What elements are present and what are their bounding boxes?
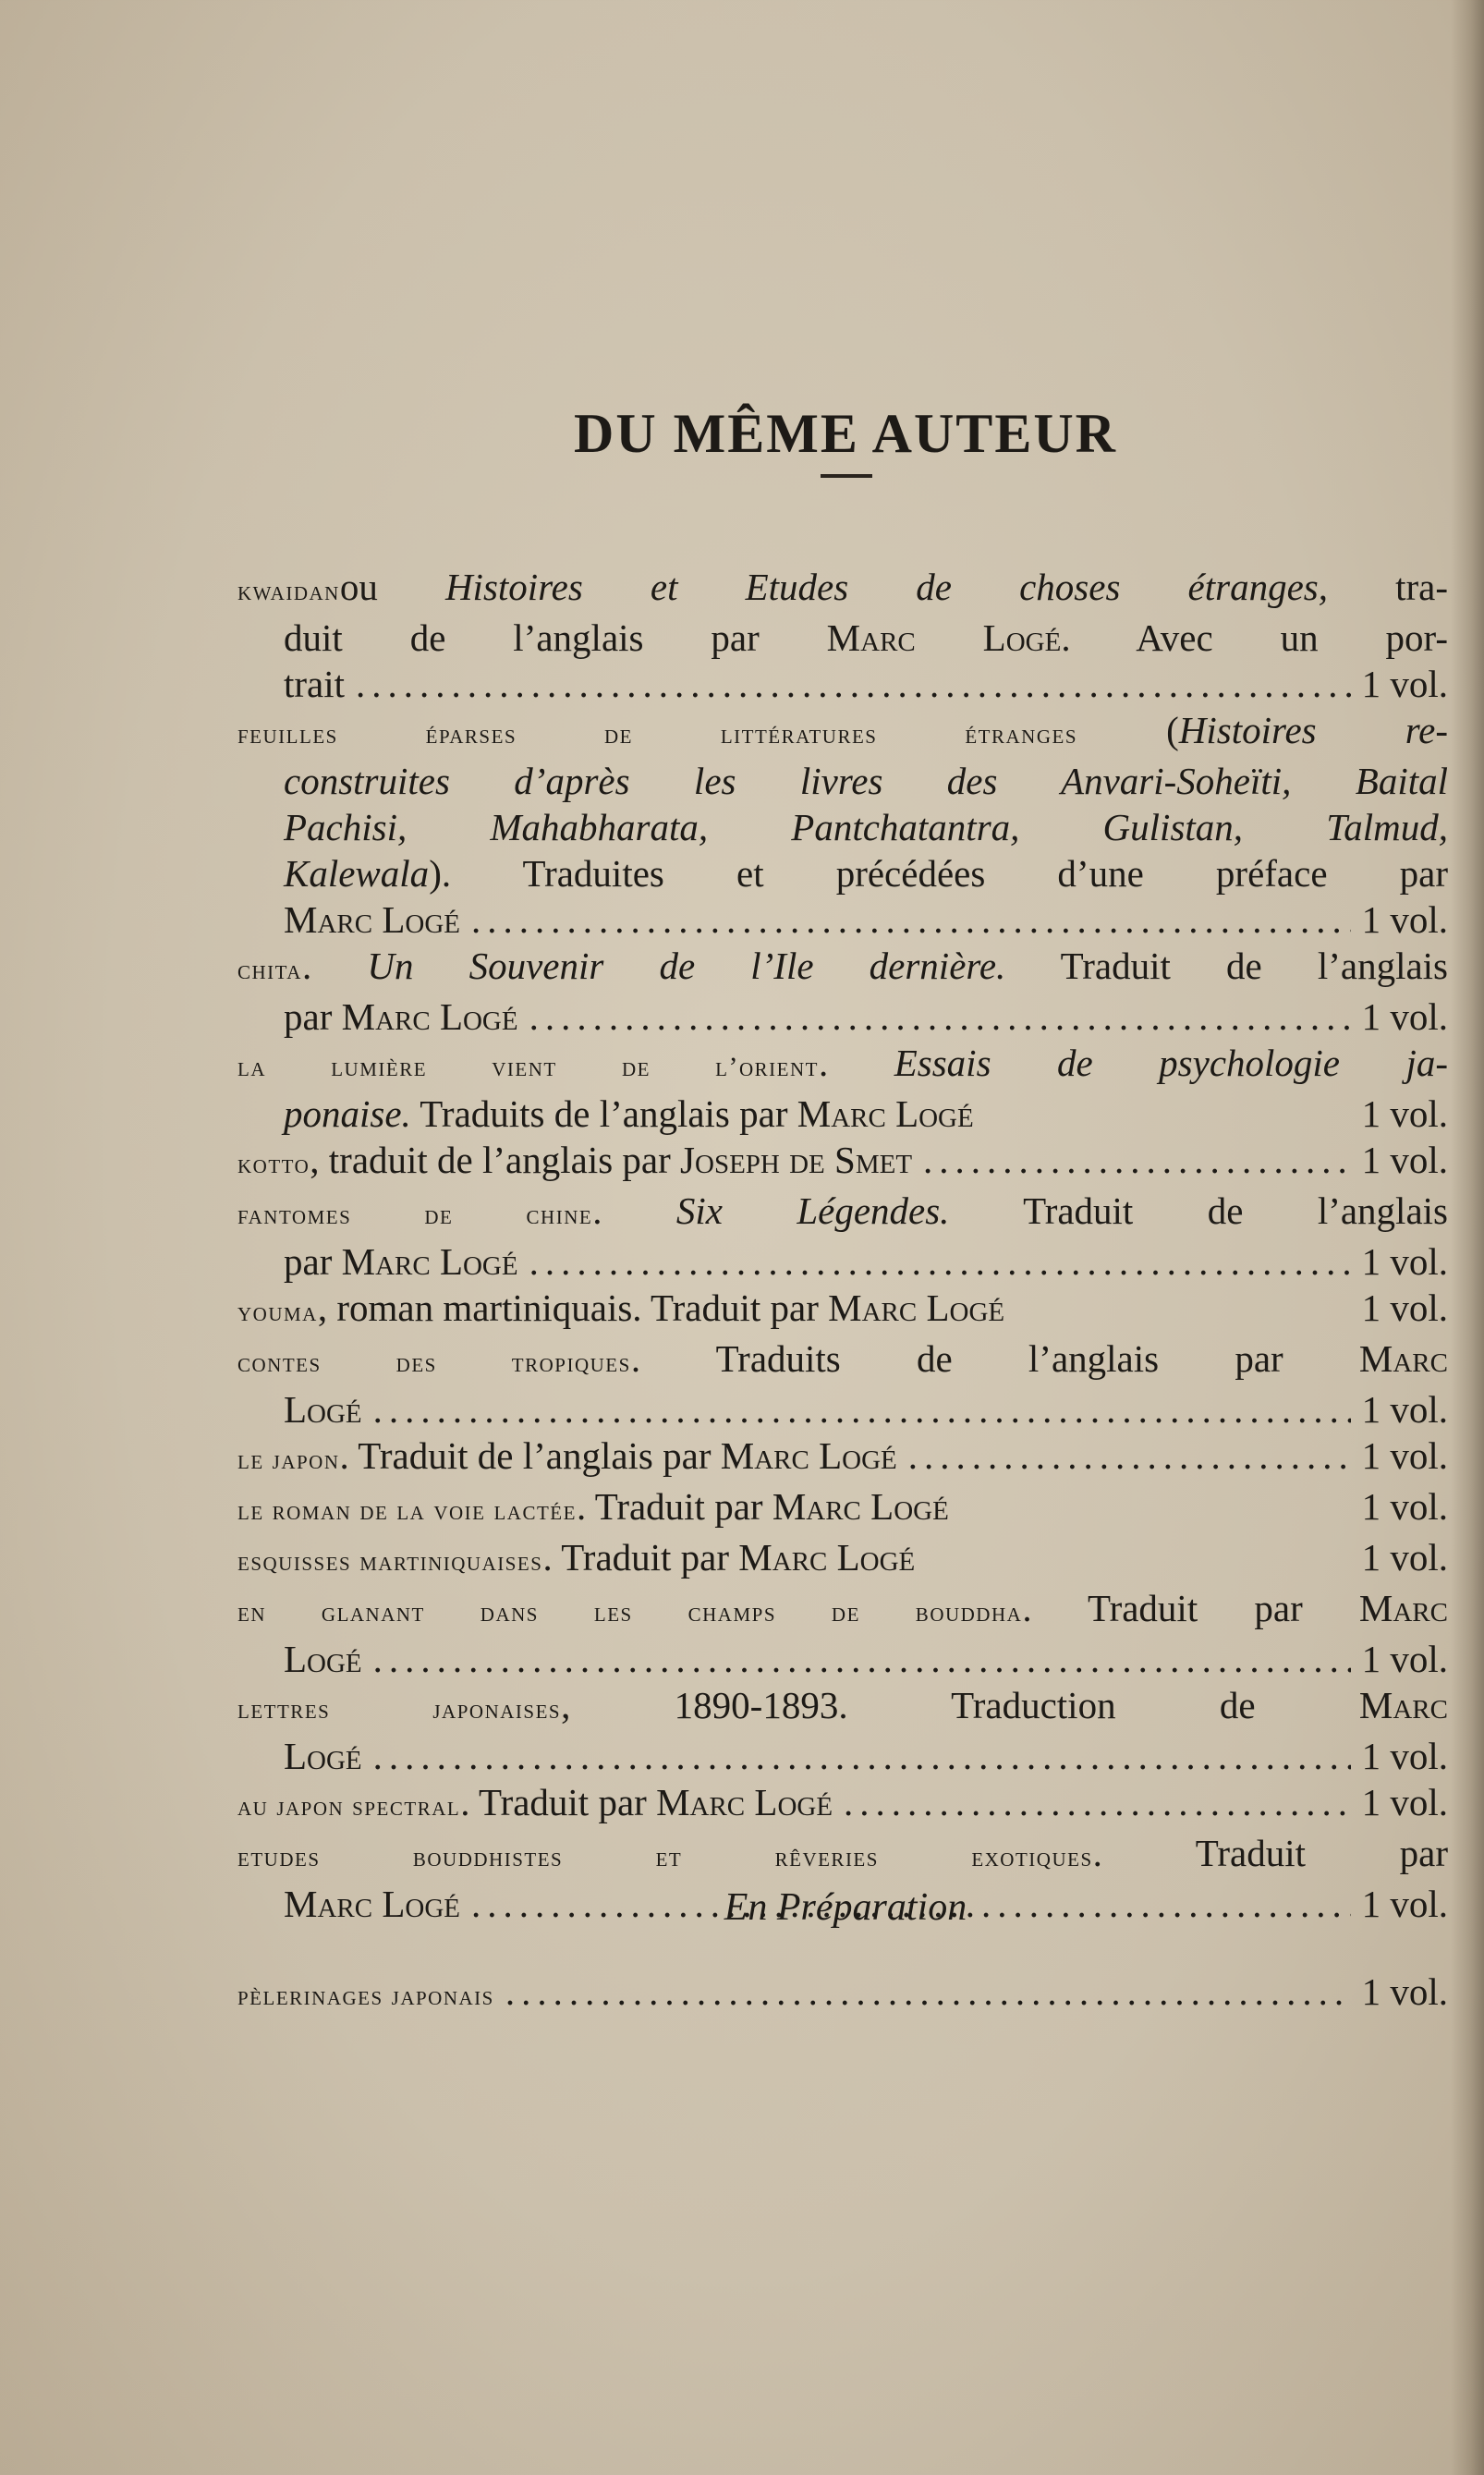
entry-line	[237, 661, 1448, 707]
bibliography-entry	[237, 1040, 1448, 1137]
entry-line	[237, 850, 1448, 896]
page-title: DU MÊME AUTEUR	[573, 403, 1117, 465]
entry-text-part: . Traduits de l’anglais par	[630, 1337, 1359, 1380]
entry-subtitle: Kalewala	[284, 852, 430, 895]
entry-text	[284, 1238, 518, 1285]
entry-text-part: Traduits de l’anglais par	[410, 1092, 797, 1135]
entry-text-part: . Traduit par	[460, 1781, 657, 1823]
entry-title: feuilles éparses de littératures étranges	[237, 719, 1077, 750]
translator-name: Marc	[1358, 1587, 1448, 1629]
volume-count: 1 vol.	[1361, 1781, 1448, 1823]
volume-count: 1 vol.	[1361, 1092, 1448, 1135]
translator-name: Marc	[1358, 1337, 1448, 1380]
translator-name: Marc	[1358, 1684, 1448, 1726]
entry-title: le roman de la voie lactée	[237, 1495, 577, 1526]
preparation-entry	[237, 1969, 1448, 2019]
entry-title: au japon spectral	[237, 1791, 461, 1822]
entry-line	[237, 1682, 1448, 1733]
bibliography-entry	[237, 1433, 1448, 1483]
entry-text	[237, 1832, 1448, 1874]
bibliography-entry	[237, 1188, 1448, 1285]
dot-leader	[529, 994, 1351, 1040]
bibliography-list	[237, 564, 1448, 1927]
dot-leader	[373, 1733, 1351, 1779]
entry-subtitle: Essais de psychologie ja-	[894, 1042, 1449, 1084]
volume-count: 1 vol.	[1361, 1970, 1448, 2013]
entry-title: en glanant dans les champs de bouddha	[237, 1597, 1023, 1628]
entry-title: contes des tropiques	[237, 1347, 631, 1378]
entry-title: la lumière vient de l’orient	[237, 1052, 819, 1082]
bibliography-entry	[237, 707, 1448, 943]
entry-text	[284, 661, 345, 707]
entry-text-part: .	[592, 1189, 676, 1232]
entry-title: kwaidan	[237, 576, 340, 606]
translator-name: Marc Logé	[341, 1240, 518, 1283]
entry-text-part: par	[284, 995, 342, 1038]
bibliography-entry	[237, 943, 1448, 1040]
entry-text-part: .	[818, 1042, 894, 1084]
entry-line	[237, 1091, 1448, 1137]
entry-text	[237, 1483, 949, 1534]
translator-name: Logé	[284, 1735, 362, 1777]
volume-count: 1 vol.	[1361, 1536, 1448, 1579]
entry-text	[237, 709, 1448, 751]
entry-line	[237, 1636, 1448, 1682]
translator-name: Marc Logé	[341, 995, 518, 1038]
entry-text	[237, 566, 1448, 608]
entry-text-part: .	[301, 945, 368, 987]
translator-name: Logé	[284, 1388, 362, 1431]
entry-text	[284, 616, 1448, 659]
dot-leader	[923, 1137, 1351, 1183]
volume-count: 1 vol.	[1361, 898, 1448, 941]
volume-count: 1 vol.	[1361, 1388, 1448, 1431]
entry-subtitle: Un Souvenir de l’Ile dernière.	[367, 945, 1006, 987]
entry-text-part: par	[284, 1240, 342, 1283]
entry-line	[237, 615, 1448, 661]
translator-name: Marc Logé	[656, 1781, 833, 1823]
entry-text	[284, 896, 460, 943]
entry-line	[237, 1137, 1448, 1188]
entry-text	[237, 1534, 915, 1585]
entry-title: chita	[237, 955, 302, 985]
entry-line	[237, 1483, 1448, 1534]
entry-title: etudes bouddhistes et rêveries exotiques	[237, 1842, 1093, 1872]
entry-title: esquisses martiniquaises	[237, 1546, 543, 1577]
entry-title: youma	[237, 1297, 318, 1327]
bibliography-entry	[237, 1483, 1448, 1534]
entry-line	[237, 994, 1448, 1040]
entry-text-part: . Traduit de l’anglais par	[339, 1434, 721, 1477]
entry-text	[284, 852, 1448, 895]
entry-line	[237, 1335, 1448, 1386]
entry-text-part: tra-	[1327, 566, 1448, 608]
entry-line	[237, 1433, 1448, 1483]
entry-text	[237, 1684, 1448, 1726]
bibliography-entry	[237, 1285, 1448, 1335]
translator-name: Marc Logé	[738, 1536, 916, 1579]
entry-text-part: , 1890-1893. Traduction de	[561, 1684, 1359, 1726]
entry-text	[284, 1091, 974, 1137]
entry-line	[237, 1534, 1448, 1585]
volume-count: 1 vol.	[1361, 1638, 1448, 1680]
translator-name: Marc Logé	[772, 1485, 949, 1528]
bibliography-entry	[237, 1585, 1448, 1682]
entry-line	[237, 707, 1448, 758]
entry-subtitle: Six Légendes.	[675, 1189, 950, 1232]
entry-text-part: ). Traduites et précédées d’une préface par	[429, 852, 1448, 895]
entry-line	[237, 1779, 1448, 1830]
translator-name: Marc Logé	[826, 616, 1062, 659]
entry-text-part: . Traduit par	[576, 1485, 772, 1528]
entry-title: le japon	[237, 1445, 340, 1475]
preparation-heading: En Préparation	[724, 1886, 967, 1929]
entry-title: fantomes de chine	[237, 1200, 593, 1230]
entry-text-part: . Traduit par	[1022, 1587, 1359, 1629]
entry-text-part: . Avec un por-	[1061, 616, 1449, 659]
dot-leader	[505, 1969, 1351, 2015]
entry-subtitle: ponaise.	[284, 1092, 411, 1135]
entry-text	[284, 1386, 362, 1433]
translator-name: Marc Logé	[828, 1286, 1005, 1329]
volume-count: 1 vol.	[1361, 1434, 1448, 1477]
entry-title: lettres japonaises	[237, 1694, 562, 1725]
entry-text	[237, 1189, 1448, 1232]
volume-count: 1 vol.	[1361, 1735, 1448, 1777]
entry-text	[237, 1433, 897, 1483]
page-edge-shadow	[1451, 0, 1484, 2475]
entry-line	[237, 804, 1448, 850]
entry-text-part: , traduit de l’anglais par	[310, 1139, 681, 1181]
entry-line	[237, 1188, 1448, 1238]
dot-leader	[908, 1433, 1351, 1479]
entry-text	[284, 1636, 362, 1682]
entry-text	[237, 1337, 1448, 1380]
entry-line	[237, 1830, 1448, 1881]
entry-text-part: , roman martiniquais. Traduit par	[317, 1286, 829, 1329]
entry-line	[237, 758, 1448, 804]
bibliography-entry	[237, 1534, 1448, 1585]
translator-name: Marc Logé	[720, 1434, 897, 1477]
entry-text	[284, 994, 518, 1040]
volume-count: 1 vol.	[1361, 995, 1448, 1038]
title-rule	[821, 474, 872, 478]
entry-title: kotto	[237, 1149, 310, 1179]
entry-text	[284, 806, 1448, 848]
volume-count: 1 vol.	[1361, 1139, 1448, 1181]
entry-text-part: ou	[339, 566, 445, 608]
entry-text	[237, 1587, 1448, 1629]
entry-line	[237, 1585, 1448, 1636]
dot-leader	[373, 1386, 1351, 1433]
entry-text	[237, 1137, 912, 1188]
dot-leader	[373, 1636, 1351, 1682]
entry-text-part: Traduit de l’anglais	[949, 1189, 1448, 1232]
volume-count: 1 vol.	[1361, 1485, 1448, 1528]
entry-subtitle: Pachisi, Mahabharata, Pantchatantra, Gulistan, Talmud,	[284, 806, 1448, 848]
bibliography-entry	[237, 1335, 1448, 1433]
dot-leader	[471, 896, 1351, 943]
entry-text	[284, 1733, 362, 1779]
translator-name: Marc Logé	[284, 898, 460, 941]
preparation-list	[237, 1969, 1448, 2019]
entry-text-part: Traduit de l’anglais	[1005, 945, 1448, 987]
volume-count: 1 vol.	[1361, 663, 1448, 705]
entry-text	[237, 1779, 833, 1830]
entry-text	[237, 1285, 1004, 1335]
entry-line	[237, 1285, 1448, 1335]
entry-subtitle: Histoires re-	[1178, 709, 1448, 751]
translator-name: Marc Logé	[797, 1092, 974, 1135]
entry-line	[237, 896, 1448, 943]
entry-text	[237, 1042, 1448, 1084]
entry-text-part: trait	[284, 663, 346, 705]
entry-text-part: duit de l’anglais par	[284, 616, 827, 659]
bibliography-entry	[237, 1682, 1448, 1779]
bibliography-entry	[237, 1779, 1448, 1830]
translator-name: Marc Logé	[284, 1883, 460, 1925]
entry-line	[237, 1733, 1448, 1779]
entry-line	[237, 1386, 1448, 1433]
entry-title: pèlerinages japonais	[237, 1981, 494, 2011]
entry-text-part: . Traduit par	[1092, 1832, 1448, 1874]
entry-subtitle: construites d’après les livres des Anvari-Soheïti, Baital	[284, 760, 1448, 802]
translator-name: Logé	[284, 1638, 362, 1680]
volume-count: 1 vol.	[1361, 1240, 1448, 1283]
entry-text-part: . Traduit par	[542, 1536, 739, 1579]
volume-count: 1 vol.	[1361, 1883, 1448, 1925]
entry-text	[237, 945, 1448, 987]
entry-line	[237, 564, 1448, 615]
entry-text-part: (	[1077, 709, 1179, 751]
volume-count: 1 vol.	[1361, 1286, 1448, 1329]
entry-line	[237, 1040, 1448, 1091]
dot-leader	[356, 661, 1351, 707]
dot-leader	[529, 1238, 1351, 1285]
entry-text	[284, 760, 1448, 802]
entry-line	[237, 1238, 1448, 1285]
bibliography-entry	[237, 564, 1448, 707]
translator-name: Joseph de Smet	[680, 1139, 913, 1181]
bibliography-entry	[237, 1137, 1448, 1188]
entry-line	[237, 943, 1448, 994]
dot-leader	[844, 1779, 1351, 1825]
entry-subtitle: Histoires et Etudes de choses étranges,	[444, 566, 1328, 608]
